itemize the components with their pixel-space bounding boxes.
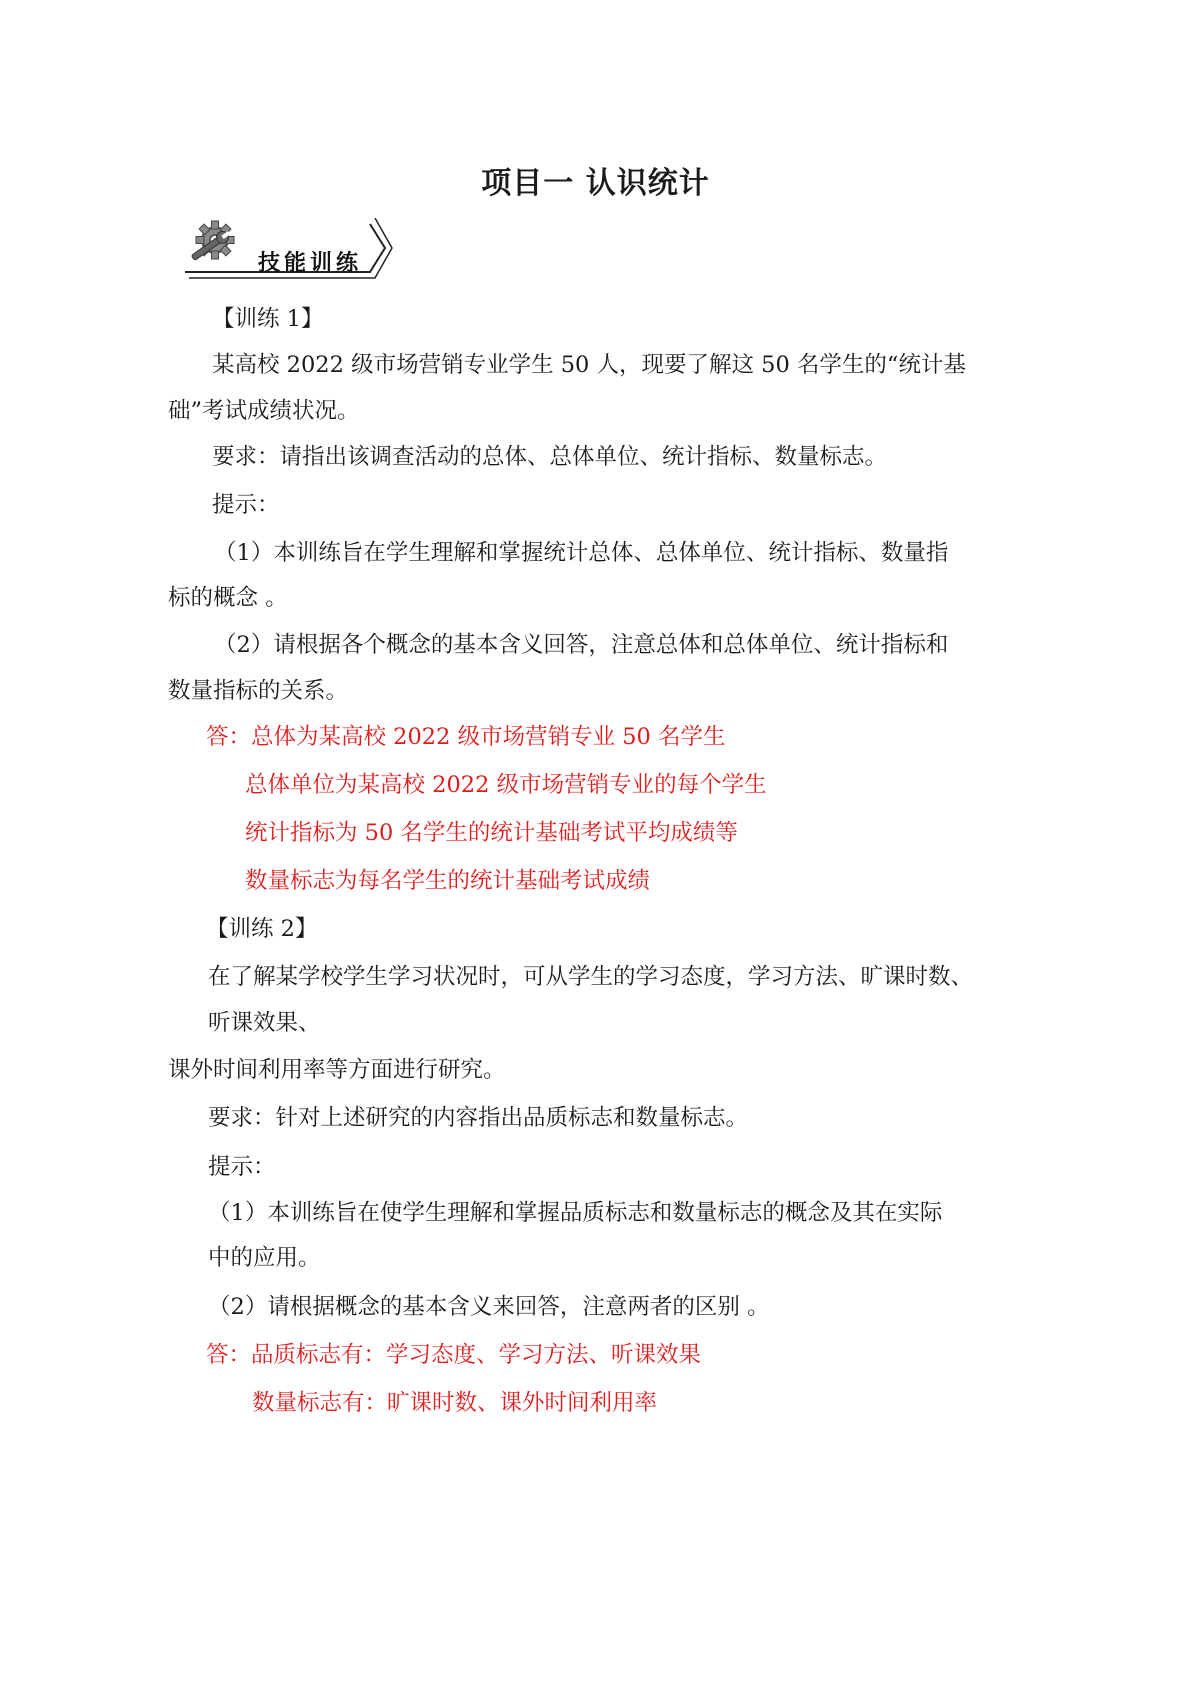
training1-answer3: 统计指标为 50 名学生的统计基础考试平均成绩等 <box>245 820 738 846</box>
training2-intro-line2: 听课效果、 <box>208 1010 321 1036</box>
training2-answer2: 数量标志有：旷课时数、课外时间利用率 <box>252 1390 658 1416</box>
training2-answer1: 答：品质标志有：学习态度、学习方法、听课效果 <box>206 1342 702 1368</box>
training1-answer2: 总体单位为某高校 2022 级市场营销专业的每个学生 <box>245 772 767 798</box>
training2-hint-label: 提示： <box>208 1154 276 1180</box>
banner-label: 技能训练 <box>258 251 363 276</box>
training1-hint2-line2: 数量指标的关系。 <box>168 678 349 704</box>
training2-hint2: （2）请根据概念的基本含义来回答，注意两者的区别 。 <box>208 1294 770 1320</box>
training2-requirement: 要求：针对上述研究的内容指出品质标志和数量标志。 <box>208 1105 749 1131</box>
training1-hint1-line1: （1）本训练旨在学生理解和掌握统计总体、总体单位、统计指标、数量指 <box>214 540 949 566</box>
training1-answer4: 数量标志为每名学生的统计基础考试成绩 <box>245 868 651 894</box>
training2-heading: 【训练 2】 <box>206 916 318 942</box>
page-title: 项目一 认识统计 <box>481 166 710 201</box>
training1-answer1: 答：总体为某高校 2022 级市场营销专业 50 名学生 <box>206 724 726 750</box>
training1-intro-line2: 础”考试成绩状况。 <box>168 398 360 424</box>
training1-hint-label: 提示： <box>212 492 280 518</box>
training2-intro-line1: 在了解某学校学生学习状况时，可从学生的学习态度，学习方法、旷课时数、 <box>208 964 974 990</box>
training1-hint2-line1: （2）请根据各个概念的基本含义回答，注意总体和总体单位、统计指标和 <box>214 632 949 658</box>
training2-hint1-line2: 中的应用。 <box>208 1245 321 1271</box>
training2-hint1-line1: （1）本训练旨在使学生理解和掌握品质标志和数量标志的概念及其在实际 <box>208 1200 943 1226</box>
training1-intro-line1: 某高校 2022 级市场营销专业学生 50 人，现要了解这 50 名学生的“统计基 <box>212 352 966 378</box>
training2-intro-line3: 课外时间利用率等方面进行研究。 <box>168 1057 506 1083</box>
training1-requirement: 要求：请指出该调查活动的总体、总体单位、统计指标、数量标志。 <box>212 444 888 470</box>
training1-hint1-line2: 标的概念 。 <box>168 585 288 611</box>
training1-heading: 【训练 1】 <box>212 306 324 332</box>
